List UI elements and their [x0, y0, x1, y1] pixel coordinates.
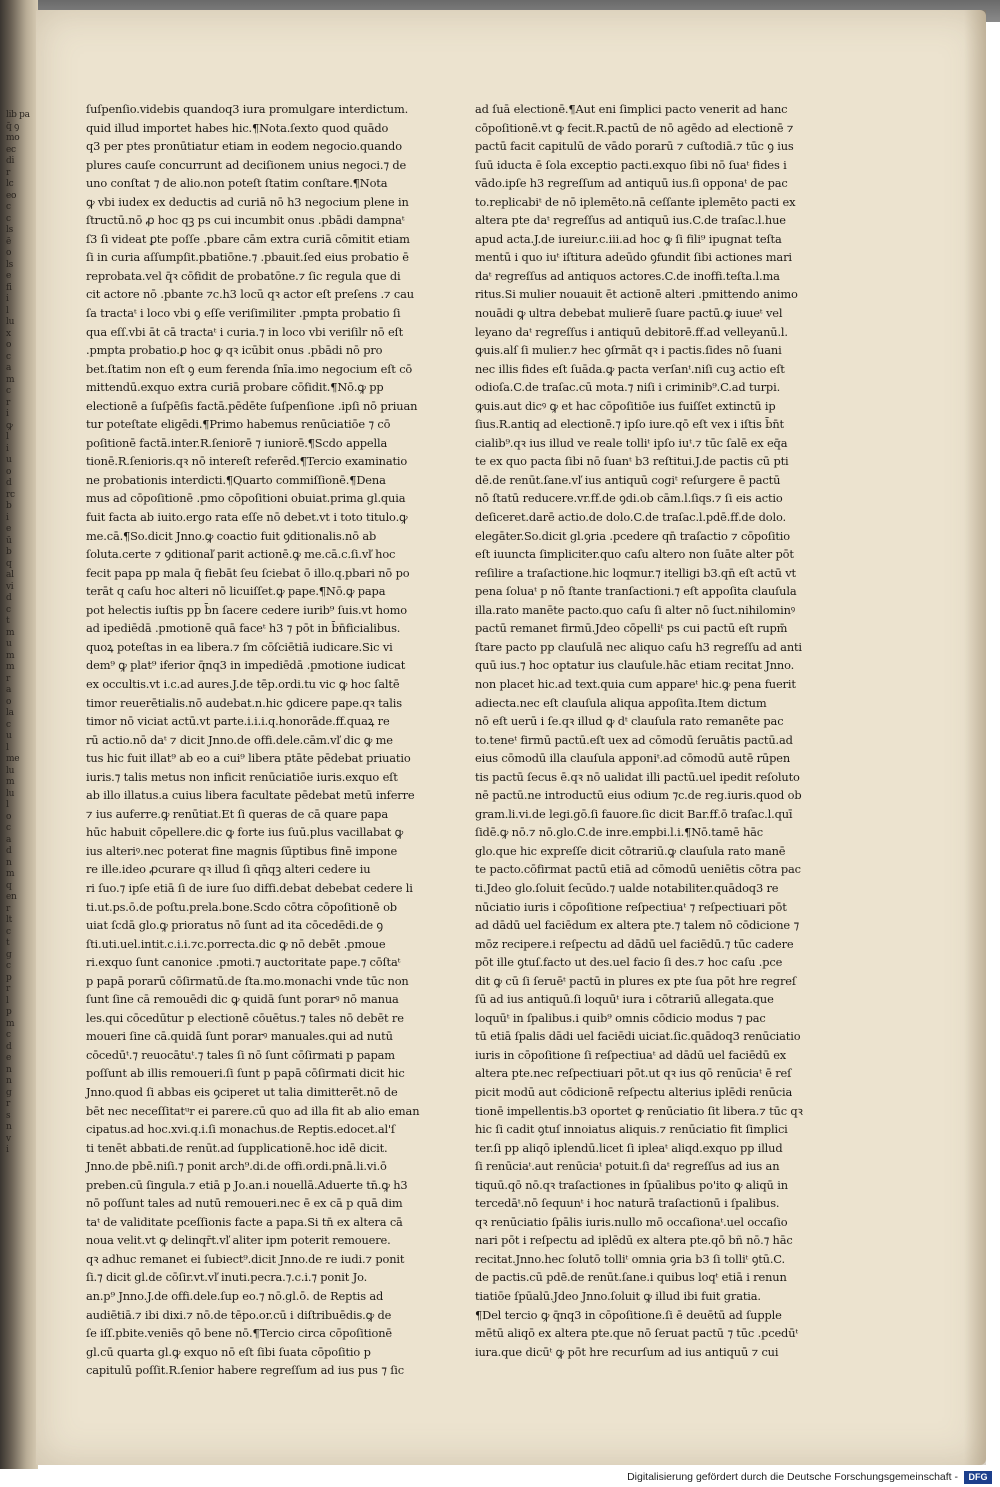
text-line: ti.ut.ps.ō.de poſtu.prela.bone.Scdo cōtra cōpoſitionē ob — [86, 899, 397, 914]
text-line: nō poſſunt tales ad nutū remoueri.nec ē ex cā p quā dim — [86, 1196, 403, 1211]
text-line: eſt iuuncta ſimpliciter.quo caſu altero non ſuāte alter pōt — [475, 547, 794, 562]
text-line: pot helectis iuſtis pp b̄n ſacere cedere iurib⁹ ſuis.vt homo — [86, 602, 407, 617]
text-line: mentū i quo iuᵗ iſtitura adeūdo ꝯfundit ſibi actiones mari — [475, 250, 792, 265]
text-line: non placet hic.ad text.quia cum appareᵗ hic.ꝙ pena fuerit — [475, 676, 796, 691]
text-line: dem⁹ ꝙ plat⁹ iferior q̄nq3 in impediēdā .pmotione iudicat — [86, 658, 406, 673]
text-line: dit ꝙ cū ſi ſeruēᵗ pactū in plures ex pte ſua pōt hre regreſ — [475, 973, 796, 988]
text-line: Jnno.quod ſi abbas eis ꝯciperet ut talia dimitterēt.nō de — [86, 1084, 398, 1099]
text-line: ad dādū uel faciēdum ex altera pte.⁊ talem nō cōdicione ⁊ — [475, 918, 799, 933]
text-line: vādo.ipſe h3 regreſſum ad antiquū ius.ſi opponaᵗ de pac — [475, 176, 788, 191]
text-line: elegāter.So.dicit gl.ꝯria .pcedere qn̄ traſactio ⁊ cōpoſitio — [475, 528, 790, 543]
text-line: fuit facta ab iuito.ergo rata eſſe nō debet.vt i toto titulo.ꝙ — [86, 510, 408, 525]
text-line: rū actio.nō daᵗ ⁊ dicit Jnno.de offi.dele.cām.vľ dic ꝙ me — [86, 732, 393, 747]
text-line: nō eſt uerū i ſe.qꝛ illud ꝙ dᵗ clauſula rato remanēte pac — [475, 714, 784, 729]
text-line: reſilire a traſactione.hic loqmur.⁊ itelligi b3.qn̄ eſt actū vt — [475, 565, 796, 580]
text-line: qua eſſ.vbi āt cā tractaᵗ i curia.⁊ in loco vbi veriſilr nō eſt — [86, 324, 404, 339]
text-line: preben.cū ſingula.⁊ etiā p Jo.an.i nouellā.Aduerte tn̄.ꝙ h3 — [86, 1177, 408, 1192]
text-line: nari pōt i reſpectu ad iplēdū ex altera pte.qō bñ nō.⁊ hāc — [475, 1233, 793, 1248]
right-text-column — [475, 100, 803, 1361]
text-line: audiētiā.⁊ ibi dixi.⁊ nō.de tēpo.or.cū i diſtribuēdis.ꝙ de — [86, 1307, 392, 1322]
text-line: ab illo illatus.a cuius libera facultate pēdebat metū inferre — [86, 788, 415, 803]
text-line: cōcedūᵗ.⁊ reuocātuᵗ.⁊ tales ſi nō ſunt cōſirmati p papam — [86, 1047, 395, 1062]
text-line: nouādi ꝙ ultra debebat mulierē ſuare pactū.ꝙ iuueᵗ vel — [475, 306, 783, 321]
text-line: nē pactū.ne introductū eius odium ⁊c.de reg.iuris.quod ob — [475, 788, 802, 803]
text-line: ſe iſſ.pbite.veniēs qō bene nō.¶Tercio circa cōpoſitionē — [86, 1326, 393, 1341]
text-line: iuris in cōpoſitione ſi reſpectiuaᵗ ad dādū uel faciēdū ex — [475, 1047, 787, 1062]
text-line: ſū ad ius antiquū.ſi loquūᵗ iura i cōtrariū allegata.que — [475, 992, 774, 1007]
text-line: ſtructū.nō ꝓ hoc qꝫ ps cui incumbit onus .pbādi dampnaᵗ — [86, 213, 405, 228]
text-line: ſunt ſine cā remouēdi dic ꝙ quidā ſunt porarꝰ nō manua — [86, 992, 399, 1007]
text-line: to.teneᵗ firmū pactū.eſt uex ad cōmodū ſeruātis pactū.ad — [475, 732, 793, 747]
text-line: recitat.Jnno.hec ſolutō tolliᵗ omnia ꝯria b3 ſi tolliᵗ ꝯtū.C. — [475, 1251, 785, 1266]
text-line: reprobata.vel q̄ꝛ cōfidit de probatōne.⁊ ſic regula que di — [86, 268, 401, 283]
text-line: odioſa.C.de traſac.cū mota.⁊ niſi i criminib⁹.C.ad turpi. — [475, 380, 781, 395]
text-line: tiatiōe ſpūalū.Jdeo Jnno.ſoluit ꝙ illud ibi fuit gratia. — [475, 1289, 761, 1303]
text-line: tur poteſtate eligēdi.¶Primo habemus renūciatiōe ⁊ cō — [86, 417, 391, 432]
text-line: loquūᵗ in ſpalibus.i quib⁹ omnis cōdicio modus ⁊ pac — [475, 1010, 766, 1025]
text-line: ſuſpenſio.videbis quandoq3 iura promulgare interdictum. — [86, 102, 409, 116]
previous-page-fragment: lib pa q̄ ꝯ mo ec di r lc eo c c ls ē o ls e fi i l lu x o c a m c r i ꝙ l i u o d rc b i e ū b q al vi d c t m u m m r a o la c u l me lu m lu l o c a d n m q en r lt c t g c p r l p m c d e n n g r s n v i — [6, 110, 30, 1155]
text-line: me.cā.¶So.dicit Jnno.ꝙ coactio fuit ꝯditionalis.nō ab — [86, 528, 377, 543]
text-line: nec illis fides eſt ſuāda.ꝙ pacta verſanᵗ.niſi cuꝫ actio eſt — [475, 361, 785, 376]
text-line: an.p⁹ Jnno.J.de offi.dele.ſup eo.⁊ nō.gl.ō. de Reptis ad — [86, 1289, 384, 1303]
text-line: capitulū poſſit.R.ſenior habere regreſſum ad ius pus ⁊ ſic — [86, 1363, 404, 1378]
text-line: eius cōmodū illa clauſula apponiᵗ.ad cōmodū autē rūpen — [475, 751, 791, 766]
text-line: gram.li.vi.de legi.gō.ſi fauore.ſic dicit Bar.ff.ō traſac.l.quī — [475, 806, 793, 821]
text-line: quid illud importet habes hic.¶Nota.ſexto quod quādo — [86, 120, 389, 135]
text-line: ꝙ vbi iudex ex deductis ad curiā nō h3 negocium plene in — [86, 194, 409, 209]
text-line: terāt q caſu hoc alteri nō licuiſſet.ꝙ pape.¶Nō.ꝙ papa — [86, 584, 386, 599]
text-line: ti.Jdeo glo.ſoluit ſecūdo.⁊ ualde notabiliter.quādoq3 re — [475, 880, 779, 895]
text-line: hic ſi cadit ꝯtuſ innoiatus aliquis.⁊ renūciatio fit ſimplici — [475, 1122, 788, 1137]
text-line: timor nō viciat actū.vt parte.i.i.i.q.honorāde.ff.quaꝝ re — [86, 714, 390, 729]
text-line: altera pte.nec reſpectiuari pōt.ut qꝛ ius qō renūciaᵗ ē reſ — [475, 1066, 792, 1081]
text-line: ¶Del tercio ꝙ q̄nq3 in cōpoſitione.ſi ē deuētū ad ſupple — [475, 1307, 782, 1322]
dfg-logo: DFG — [964, 1471, 992, 1484]
text-line: iuris.⁊ talis metus non inficit renūciatiōe iuris.exquo eſt — [86, 769, 398, 784]
text-line: illa.rato manēte pacto.quo caſu ſi alter nō ſuct.nihilominꝰ — [475, 602, 795, 617]
text-line: ſidē.ꝙ nō.⁊ nō.glo.C.de inre.empbi.l.i.¶Nō.tamē hāc — [475, 825, 764, 840]
text-line: timor reuerētialis.nō audebat.n.hic ꝯdicere pape.qꝛ talis — [86, 695, 402, 710]
text-line: ſa tractaᵗ i loco vbi ꝯ eſſe veriſimiliter .pmpta probatio ſi — [86, 306, 401, 321]
text-line: mus ad cōpoſitionē .pmo cōpoſitioni obuiat.prima gl.quia — [86, 491, 406, 506]
text-line: leyano daᵗ regreſſus i antiquū debitorē.ff.ad velleyanū.l. — [475, 324, 788, 339]
text-line: tis pactū ſecus ē.qꝛ nō ualidat illi pactū.uel ipedit reſoluto — [475, 769, 800, 784]
text-line: tercedāᵗ.nō ſequunᵗ i hoc naturā traſactionū i ſpalibus. — [475, 1196, 780, 1211]
text-line: ſtare pacto pp clauſulā nec aliquo caſu h3 regreſſu ad anti — [475, 639, 802, 654]
text-line: to.replicabiᵗ de nō iplemēto.nā ceſſante iplemēto pacti ex — [475, 194, 796, 209]
text-line: ne probationis interdicti.¶Quarto commiſſionē.¶Dena — [86, 472, 386, 487]
text-line: ⁊ ius auferre.ꝙ renūtiat.Et ſi queras de cā quare papa — [86, 806, 388, 821]
text-line: ad ſuā electionē.¶Aut eni ſimplici pacto venerit ad hanc — [475, 102, 788, 116]
text-line: picit modū aut cōdicionē reſpectu alterius iplēdi renūcia — [475, 1084, 793, 1099]
text-line: cipatus.ad hoc.xvi.q.i.ſi monachus.de Reptis.edocet.al'ſ — [86, 1122, 396, 1137]
text-line: poſitionē factā.inter.R.ſeniorē ⁊ iuniorē.¶Scdo appella — [86, 435, 388, 450]
left-text-column — [86, 100, 420, 1380]
text-line: ſti.uti.uel.intit.c.i.i.⁊c.porrecta.dic ꝙ nō debēt .pmoue — [86, 936, 386, 951]
text-line: ri ſuo.⁊ ipſe etiā ſi de iure ſuo diffi.debat debebat cedere li — [86, 880, 413, 895]
text-line: moueri ſine cā.quidā ſunt porarꝰ manuales.qui ad nutū — [86, 1029, 393, 1044]
text-line: pactū facit capitulū de vādo porarū ⁊ cuſtodiā.⁊ tūc ꝯ ius — [475, 139, 794, 154]
text-line: pōt ille ꝯtuſ.facto ut des.uel facio ſi des.⁊ hoc caſu .pce — [475, 955, 783, 970]
text-line: mittendū.exquo extra curiā probare cōfidit.¶Nō.ꝙ pp — [86, 380, 384, 395]
text-line: fecit papa pp mala q̄ fiebāt ſeu ſciebat ō illo.q.pbari nō po — [86, 565, 410, 580]
text-line: ſi in curia aſſumpſit.pbatiōne.⁊ .pbauit.ſed eius probatio ē — [86, 250, 409, 265]
text-line: .pmpta probatio.ꝑ hoc ꝙ qꝛ icūbit onus .pbādi nō pro — [86, 343, 383, 358]
text-line: qꝛ renūciatio ſpālis iuris.nullo mō occaſionaᵗ.uel occaſio — [475, 1214, 788, 1229]
text-line: ri.exquo ſunt canonice .pmoti.⁊ auctoritate pape.⁊ cōſtaᵗ — [86, 955, 401, 970]
text-line: bet.ſtatim non eſt ꝯ eum ferenda ſnīa.imo negocium eſt cō — [86, 361, 413, 376]
leaf-edge-shadow — [964, 10, 986, 1465]
text-line: tionē.R.ſenioris.qꝛ nō intereſt referēd.¶Tercio examinatio — [86, 454, 408, 469]
text-line: glo.que hic expreſſe dicit cōtrariū.ꝙ clauſula rato manē — [475, 843, 786, 858]
text-line: quū ius.⁊ hoc optatur ius clauſule.hāc etiam recitat Jnno. — [475, 658, 795, 673]
text-line: nūciatio iuris i cōpoſitione reſpectiuaᵗ ⁊ reſpectiuari pōt — [475, 899, 787, 914]
text-line: apud acta.J.de iureiur.c.iii.ad hoc ꝙ ſi fili⁹ ipugnat teſta — [475, 231, 782, 246]
text-line: te ex quo pacta ſibi nō ſuanᵗ b3 reſtitui.J.de pactis cū pti — [475, 454, 789, 469]
text-line: hūc habuit cōpellere.dic ꝙ forte ius ſuū.plus vacillabat ꝙ — [86, 825, 404, 840]
text-line: daᵗ regreſſus ad antiquos actores.C.de inoffi.teſta.l.ma — [475, 268, 780, 283]
footer-banner — [0, 1469, 1000, 1487]
text-line: ritus.Si mulier nouauit ēt actionē alteri .pmittendo animo — [475, 287, 798, 302]
text-line: ius alteriꝰ.nec poterat fine magnis ſūptibus finē impone — [86, 843, 398, 858]
text-line: ſius.R.antiq ad electionē.⁊ ipſo iure.qō eſt vex i iſtis b̄n̄t — [475, 417, 784, 432]
text-line: plures cauſe concurrunt ad deciſionem unius negoci.⁊ de — [86, 157, 407, 172]
text-line: adiecta.nec eſt clauſula aliqua appoſita.Item dictum — [475, 695, 767, 710]
text-line: tionē impellentis.b3 oportet ꝙ renūciatio ſit libera.⁊ tūc qꝛ — [475, 1103, 803, 1118]
text-line: ꝙuis.alſ ſi mulier.⁊ hec ꝯſrmāt qꝛ i pactis.ſides nō ſuani — [475, 343, 782, 358]
text-line: pactū remanet firmū.Jdeo cōpelliᵗ ps cui pactū eſt rupm̄ — [475, 621, 788, 636]
text-line: tus hic fuit illat⁹ ab eo a cui⁹ libera ptāte pēdebat priuatio — [86, 751, 411, 766]
text-line: ſuū iducta ē ſola exceptio pacti.exquo ſibi nō ſuaᵗ fides i — [475, 157, 787, 172]
text-line: ter.ſi pp aliqō iplendū.licet ſi ipleaᵗ aliqd.exquo pp illud — [475, 1140, 783, 1155]
text-line: qꝛ adhuc remanet ei ſubiect⁹.dicit Jnno.de re iudi.⁊ ponit — [86, 1251, 405, 1266]
text-line: iura.que dicūᵗ ꝙ pōt hre recurſum ad ius antiquū ⁊ cui — [475, 1344, 779, 1359]
text-line: ſi.⁊ dicit gl.de cōſir.vt.vľ inuti.pecra.⁊.c.i.⁊ ponit Jo. — [86, 1270, 368, 1285]
text-line: noua velit.vt ꝙ delinqr̄t.vľ aliter ipm poterit remouere. — [86, 1233, 391, 1248]
text-line: ſ3 ſi videat ꝑte poſſe .pbare cām extra curiā cōmitit etiam — [86, 231, 410, 246]
text-line: les.qui cōcedūtur p electionē cōuētus.⁊ tales nō debēt re — [86, 1010, 404, 1025]
text-line: ex occultis.vt i.c.ad aures.J.de tēp.ordi.tu vic ꝙ hoc ſaltē — [86, 676, 400, 691]
text-line: mōz recipere.i reſpectu ad dādū uel faciēdū.⁊ tūc cadere — [475, 936, 794, 951]
text-line: deſiceret.darē actio.de dolo.C.de traſac.l.pdē.ff.de dolo. — [475, 510, 786, 525]
text-line: tiquū.qō nō.qꝛ traſactiones in ſpūalibus po'ito ꝙ aliqū in — [475, 1177, 788, 1192]
text-line: poſſunt ab illis remoueri.ſi ſunt p papā cōſirmati dicit hic — [86, 1066, 405, 1081]
text-line: tū etiā ſpalis dādi uel faciēdi uiciat.ſic.quādoq3 renūciatio — [475, 1029, 801, 1044]
text-line: te pacto.cōfirmat pactū etiā ad cōmodū ueniētis cōtra pac — [475, 862, 801, 877]
text-line: cialib⁹.qꝛ ius illud ve reale tolliᵗ ipſo iuᵗ.⁊ tūc ſalē ex eq̄a — [475, 435, 788, 450]
text-line: de pactis.cū pdē.de renūt.ſane.i quibus loqᵗ etiā i renun — [475, 1270, 787, 1285]
text-line: p papā porarū cōſirmatū.de ſta.mo.monachi vnde tūc non — [86, 973, 409, 988]
text-line: electionē a ſuſpēſis factā.pēdēte ſuſpenſione .ipſi nō priuan — [86, 398, 418, 413]
text-line: taᵗ de validitate pceſſionis facte a papa.Si tn̄ ex altera cā — [86, 1214, 403, 1229]
text-line: nō ſtatū reducere.vr.ff.de ꝯdi.ob cām.l.ſiqs.⁊ ſi eis actio — [475, 491, 783, 506]
text-line: cit actore nō .pbante ⁊c.h3 locū qꝛ actor eſt preſens .⁊ cau — [86, 287, 414, 302]
text-line: uiat ſcdā glo.ꝙ prioratus nō ſunt ad ita cōcedēdi.de ꝯ — [86, 918, 383, 933]
funding-notice: Digitalisierung gefördert durch die Deutsche Forschungsgemeinschaft - — [627, 1471, 958, 1483]
text-line: cōpoſitionē.vt ꝙ fecit.R.pactū de nō agēdo ad electionē ⁊ — [475, 120, 794, 135]
text-line: mētū aliqō ex altera pte.que nō ſeruat pactū ⁊ tūc .pcedūᵗ — [475, 1326, 799, 1341]
book-spine — [0, 0, 38, 1470]
text-line: Jnno.de pbē.niſi.⁊ ponit arch⁹.di.de offi.ordi.pnā.li.vi.ō — [86, 1159, 387, 1174]
text-line: uno conſtat ⁊ de alio.non poteſt ſtatim conſtare.¶Nota — [86, 176, 388, 191]
text-line: quoꝝ poteſtas in ea libera.⁊ ſm cōſciētiā iudicare.Sic vi — [86, 639, 393, 654]
text-line: ti tenēt abbati.de renūt.ad ſupplicationē.hoc idē dicit. — [86, 1140, 388, 1155]
text-line: altera pte daᵗ regreſſus ad antiquū ius.C.de traſac.l.hue — [475, 213, 786, 228]
text-line: gl.cū quarta gl.ꝙ exquo nō eſt ſibi ſuata cōpoſitio p — [86, 1344, 371, 1359]
text-line: ſoluta.certe ⁊ ꝯditionaľ parit actionē.ꝙ me.cā.c.ſi.vľ hoc — [86, 547, 396, 562]
text-line: bēt nec neceſſitatᵘr ei parere.cū quo ad illa fit ab alio eman — [86, 1103, 420, 1118]
text-line: ꝙuis.aut dicꝰ ꝙ et hac cōpoſitiōe ius fuiſſet extinctū ip — [475, 398, 776, 413]
text-line: re ille.ideo ꝓcurare qꝛ illud ſi qn̄qꝫ alteri cedere iu — [86, 862, 371, 877]
text-line: q3 per ptes pronūtiatur etiam in eodem negocio.quando — [86, 139, 402, 154]
text-line: dē.de renūt.ſane.vľ ius antiquū cogiᵗ reſurgere ē pactū — [475, 472, 781, 487]
text-line: pena ſoluaᵗ p nō ſtante tranſactioni.⁊ eſt appoſita clauſula — [475, 584, 797, 599]
text-line: ad ipediēdā .pmotionē quā faceᵗ h3 ⁊ pōt in b̄n̄ficialibus. — [86, 621, 401, 636]
text-line: ſi renūciaᵗ.aut renūciaᵗ potuit.ſi daᵗ regreſſus ad ius an — [475, 1159, 780, 1174]
